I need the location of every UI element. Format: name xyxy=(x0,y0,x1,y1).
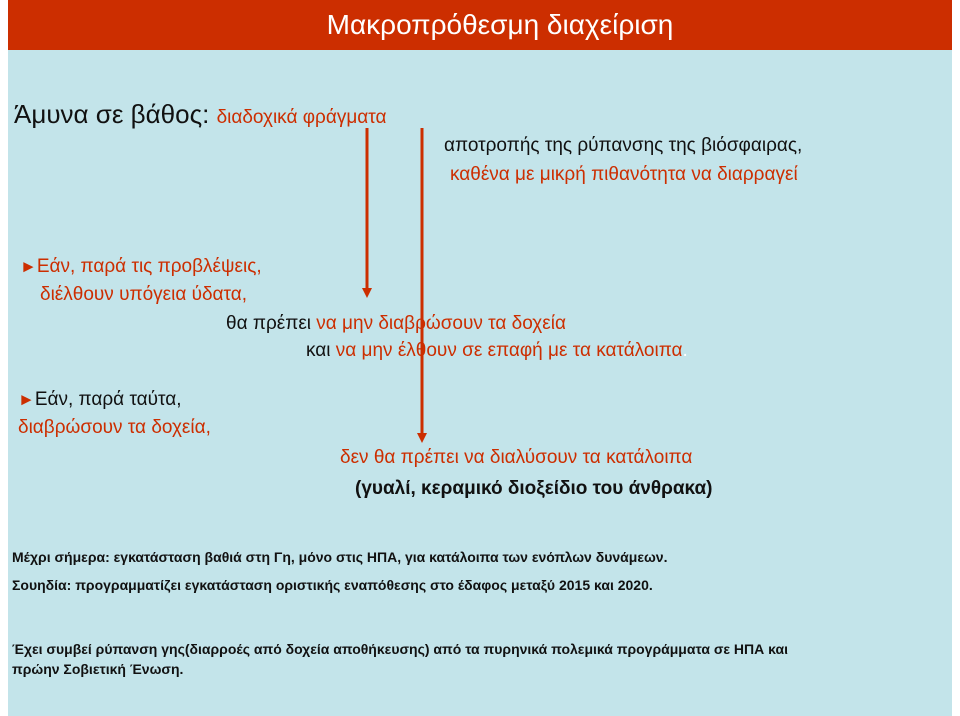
note-current: Μέχρι σήμερα: εγκατάσταση βαθιά στη Γη, μόνο στις ΗΠΑ, για κατάλοιπα των ενόπλων δυνάμεων. xyxy=(12,549,668,565)
case2-line1 xyxy=(18,389,182,411)
page-title: Μακροπρόθεσμη διαχείριση xyxy=(326,9,674,40)
case1-line1-text: Εάν, παρά τις προβλέψεις, xyxy=(36,256,262,277)
barrier-line-1: αποτροπής της ρύπανσης της βιόσφαιρας, xyxy=(444,135,803,156)
case2-line4: (γυαλί, κεραμικό διοξείδιο του άνθρακα) xyxy=(355,478,713,499)
case2-line1-text: Εάν, παρά ταύτα, xyxy=(34,389,182,410)
heading-main: Άμυνα σε βάθος: xyxy=(14,99,210,129)
note-pollution-cont: πρώην Σοβιετική Ένωση. xyxy=(12,661,184,677)
case1-line4 xyxy=(306,340,688,362)
case1-line3 xyxy=(226,313,566,335)
case1-line3-lead: θα πρέπει xyxy=(226,313,317,334)
note-pollution: Έχει συμβεί ρύπανση γης(διαρροές από δοχεία αποθήκευσης) από τα πυρηνικά πολεμικά προγράμματα σε ΗΠΑ και xyxy=(12,641,788,657)
case1-line1 xyxy=(20,256,262,278)
title-bar xyxy=(8,0,952,50)
defense-heading xyxy=(14,99,386,130)
bullet-arrow-icon: ► xyxy=(18,390,35,409)
case2-line2: διαβρώσουν τα δοχεία, xyxy=(18,417,211,438)
case1-line2: διέλθουν υπόγεια ύδατα, xyxy=(40,284,248,305)
case1-line4-end: . xyxy=(682,340,688,361)
case1-line3-rest: να μην διαβρώσουν τα δοχεία xyxy=(316,313,566,334)
note-sweden: Σουηδία: προγραμματίζει εγκατάσταση οριστικής εναπόθεσης στο έδαφος μεταξύ 2015 και 2020. xyxy=(12,577,653,593)
bullet-arrow-icon: ► xyxy=(20,257,37,276)
heading-sub: διαδοχικά φράγματα xyxy=(216,107,387,128)
barrier-line-2: καθένα με μικρή πιθανότητα να διαρραγεί xyxy=(450,164,798,185)
case1-line4-lead: και xyxy=(306,340,336,361)
case2-line3: δεν θα πρέπει να διαλύσουν τα κατάλοιπα xyxy=(340,447,693,468)
case1-line4-rest: να μην έλθουν σε επαφή με τα κατάλοιπα xyxy=(335,340,683,361)
